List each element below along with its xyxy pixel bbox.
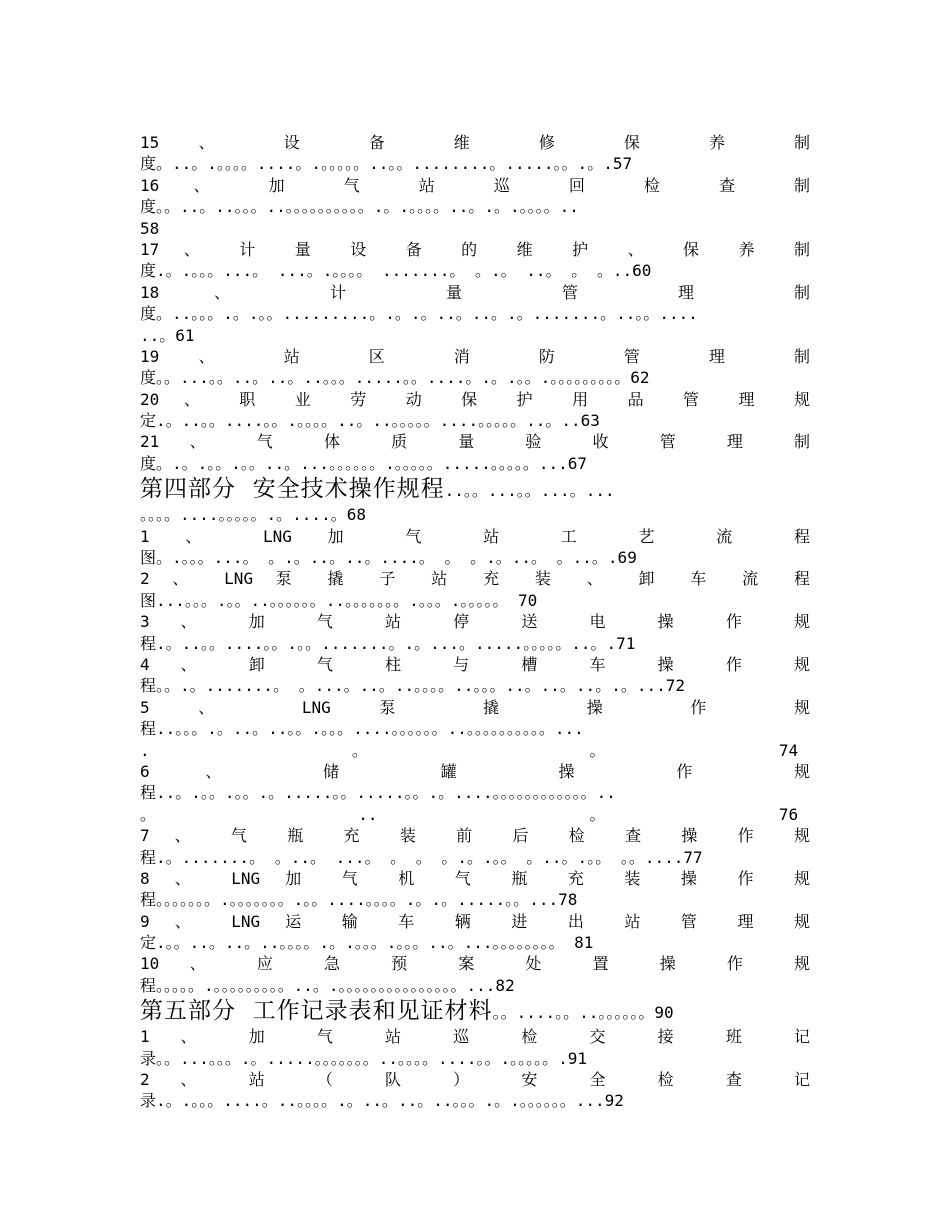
toc-entry-title: 20 、 职 业 劳 动 保 护 用 品 管 理 规 xyxy=(140,389,810,409)
toc-entry-title: 15 、 设 备 维 修 保 养 制 xyxy=(140,133,810,152)
section-heading-title: 第五部分 工作记录表和见证材料 xyxy=(140,998,493,1025)
toc-entry-leader: 度。..。。。.。.。。.........。.。.。..。..。.。.......。..。。.... xyxy=(140,304,698,324)
toc-entry-continuation: . 。 。 74 xyxy=(140,740,799,760)
toc-entry-title: 5 、 LNG 泵 撬 操 作 规 xyxy=(140,697,810,717)
toc-entry-title: 10 、 应 急 预 案 处 置 操 作 规 xyxy=(140,954,810,974)
toc-entry-title: 17 、 计 量 设 备 的 维 护 、 保 养 制 xyxy=(140,239,810,259)
toc-entry-continuation: 58 xyxy=(140,218,160,238)
toc-entry-leader: 定.。..。。....。。.。。。。..。..。。。。。....。。。。。..。..63 xyxy=(140,411,600,431)
toc-entry-title: 1 、 加 气 站 巡 检 交 接 班 记 xyxy=(140,1027,810,1047)
toc-entry-continuation: ..。61 xyxy=(140,325,195,345)
toc-entry-leader: 度。..。.。。。。....。.。。。。。..。。........。.....。。.。.57 xyxy=(140,154,633,174)
toc-entry-title: 3 、 加 气 站 停 送 电 操 作 规 xyxy=(140,612,810,632)
section-heading-title: 第四部分 安全技术操作规程 xyxy=(140,476,445,503)
toc-entry-leader: 度。。...。。..。..。..。。。.....。。....。.。.。。.。。。。。。。。。62 xyxy=(140,368,650,388)
toc-entry-leader: 图...。。。.。。..。。。。。。..。。。。。。。.。。。.。。。。。 70 xyxy=(140,590,538,610)
toc-entry-leader: 度.。.。。。...。 ...。.。。。。 .......。 。.。 ..。 。 。..60 xyxy=(140,261,652,281)
section-heading-continuation: 。。。。....。。。。。.。....。68 xyxy=(140,505,366,525)
toc-entry-continuation: 。 .. 。 76 xyxy=(140,804,799,824)
toc-entry-title: 21 、 气 体 质 量 验 收 管 理 制 xyxy=(140,432,810,452)
toc-entry-title: 19 、 站 区 消 防 管 理 制 xyxy=(140,346,810,366)
toc-entry-title: 2 、 LNG 泵 撬 子 站 充 装 、 卸 车 流 程 xyxy=(140,569,810,589)
toc-entry-leader: 程.。.......。 。..。 ...。 。 。 。.。.。。 。..。.。。 。。....77 xyxy=(140,847,703,867)
toc-entry-leader: 程.。..。。....。。.。。.......。.。...。.....。。。。。..。.71 xyxy=(140,633,636,653)
toc-entry-leader: 程。。.。.......。 。...。..。..。。。。..。。。..。..。..。.。...72 xyxy=(140,676,685,696)
toc-entry-leader: 程。。。。。.。。。。。。。。。..。.。。。。。。。。。。。。。。。...82 xyxy=(140,975,515,995)
toc-entry-leader: 图。.。。。...。 。.。..。..。....。 。 。.。..。 。..。.69 xyxy=(140,548,637,568)
toc-entry-title: 6 、 储 罐 操 作 规 xyxy=(140,761,810,781)
toc-entry-leader: 程..。.。。.。。.。.....。。.....。。.。....。。。。。。。。。。。。.. xyxy=(140,783,616,803)
toc-entry-title: 2 、 站 （ 队 ） 安 全 检 查 记 xyxy=(140,1070,810,1090)
toc-entry-leader: 程。。。。。。。.。。。。。。。.。。....。。。。.。.。.....。。...78 xyxy=(140,890,578,910)
toc-entry-title: 4 、 卸 气 柱 与 槽 车 操 作 规 xyxy=(140,654,810,674)
section-heading xyxy=(140,996,810,1026)
section-heading-leader: ..。。...。。...。... xyxy=(444,481,615,501)
toc-entry-title: 7 、 气 瓶 充 装 前 后 检 查 操 作 规 xyxy=(140,826,810,846)
toc-entry-title: 8 、 LNG 加 气 机 气 瓶 充 装 操 作 规 xyxy=(140,868,810,888)
section-heading xyxy=(140,474,810,504)
toc-entry-title: 1 、 LNG 加 气 站 工 艺 流 程 xyxy=(140,526,810,546)
toc-entry-leader: 度。.。.。。.。。..。...。。。。。。.。。。。。.....。。。。。...67 xyxy=(140,453,588,473)
toc-entry-leader: 录.。.。。。....。..。。。。.。..。..。..。。。.。.。。。。。。...92 xyxy=(140,1091,624,1111)
toc-entry-leader: 程..。。。.。..。..。。.。。。....。。。。。。..。。。。。。。。。。... xyxy=(140,719,584,739)
toc-page xyxy=(140,132,810,1112)
toc-entry-leader: 定.。。..。..。..。。。。.。.。。。.。。。..。...。。。。。。。。 81 xyxy=(140,933,594,953)
section-heading-leader: 。。....。。..。。。。。。90 xyxy=(492,1003,674,1023)
toc-entry-leader: 度。。..。..。。。..。。。。。。。。。。.。.。。。。..。.。.。。。。.. xyxy=(140,197,579,217)
toc-entry-title: 18 、 计 量 管 理 制 xyxy=(140,282,810,302)
toc-entry-leader: 录。。...。。。.。.....。。。。。。。..。。。。....。。.。。。。。.91 xyxy=(140,1048,588,1068)
toc-entry-title: 9 、 LNG 运 输 车 辆 进 出 站 管 理 规 xyxy=(140,911,810,931)
toc-entry-title: 16 、 加 气 站 巡 回 检 查 制 xyxy=(140,175,810,195)
